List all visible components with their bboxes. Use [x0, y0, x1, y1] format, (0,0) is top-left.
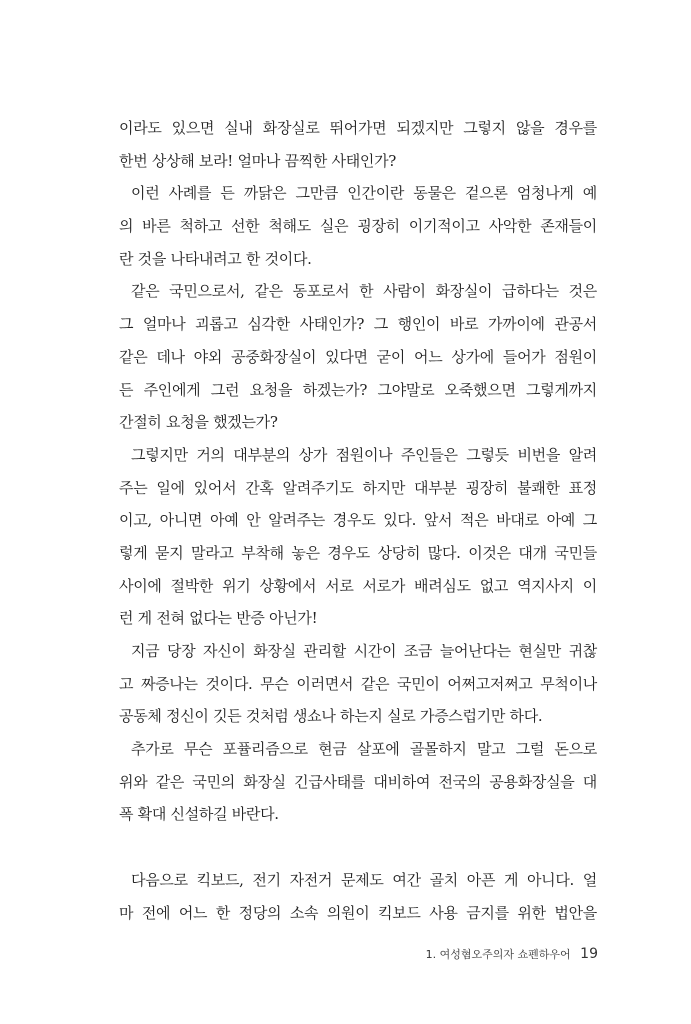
text-line: 든 주인에게 그런 요청을 하겠는가? 그야말로 오죽했으면 그렇게까지	[119, 380, 597, 399]
page-footer	[330, 946, 598, 962]
paragraph-gap	[119, 831, 597, 864]
text-line: 런 게 전혀 없다는 반증 아닌가!	[119, 609, 318, 628]
text-line: 한번 상상해 보라! 얼마나 끔찍한 사태인가?	[119, 151, 397, 170]
text-line: 지금 당장 자신이 화장실 관리할 시간이 조금 늘어난다는 현실만 귀찮	[131, 642, 597, 660]
text-line: 같은 데나 야외 공중화장실이 있다면 굳이 어느 상가에 들어가 점원이	[119, 347, 597, 366]
text-line: 추가로 무슨 포퓰리즘으로 현금 살포에 골몰하지 말고 그럴 돈으로	[131, 740, 597, 759]
text-line: 같은 국민으로서, 같은 동포로서 한 사람이 화장실이 급하다는 것은	[131, 282, 597, 301]
text-line: 다음으로 킥보드, 전기 자전거 문제도 여간 골치 아픈 게 아니다. 얼	[131, 870, 597, 889]
text-line: 그 얼마나 괴롭고 심각한 사태인가? 그 행인이 바로 가까이에 관공서	[119, 315, 597, 334]
text-line: 의 바른 척하고 선한 척해도 실은 굉장히 이기적이고 사악한 존재들이	[119, 217, 597, 236]
text-line: 그렇지만 거의 대부분의 상가 점원이나 주인들은 그렇듯 비번을 알려	[131, 445, 597, 464]
text-line: 이고, 아니면 아예 안 알려주는 경우도 있다. 앞서 적은 바대로 아예 그	[119, 511, 597, 530]
body-text	[119, 112, 597, 929]
text-line: 란 것을 나타내려고 한 것이다.	[119, 249, 312, 268]
text-line: 사이에 절박한 위기 상황에서 서로 서로가 배려심도 없고 역지사지 이	[119, 576, 597, 595]
running-footer-title: 1. 여성혐오주의자 쇼펜하우어	[425, 948, 571, 961]
page-number: 19	[580, 946, 598, 962]
text-line: 위와 같은 국민의 화장실 긴급사태를 대비하여 전국의 공용화장실을 대	[119, 772, 597, 791]
text-line: 이라도 있으면 실내 화장실로 뛰어가면 되겠지만 그렇지 않을 경우를	[119, 119, 597, 137]
text-line: 간절히 요청을 했겠는가?	[119, 413, 278, 432]
text-line: 폭 확대 신설하길 바란다.	[119, 805, 279, 824]
text-line: 고 짜증나는 것이다. 무슨 이러면서 같은 국민이 어쩌고저쩌고 무척이나	[119, 674, 597, 693]
text-line: 마 전에 어느 한 정당의 소속 의원이 킥보드 사용 금지를 위한 법안을	[119, 903, 597, 922]
text-line: 렇게 묻지 말라고 부착해 놓은 경우도 상당히 많다. 이것은 대개 국민들	[119, 543, 597, 562]
text-line: 주는 일에 있어서 간혹 알려주기도 하지만 대부분 굉장히 불쾌한 표정	[119, 478, 597, 497]
text-line: 이런 사례를 든 까닭은 그만큼 인간이란 동물은 겉으론 엄청나게 예	[131, 184, 597, 203]
text-line: 공동체 정신이 깃든 것처럼 생쇼나 하는지 실로 가증스럽기만 하다.	[119, 707, 543, 726]
